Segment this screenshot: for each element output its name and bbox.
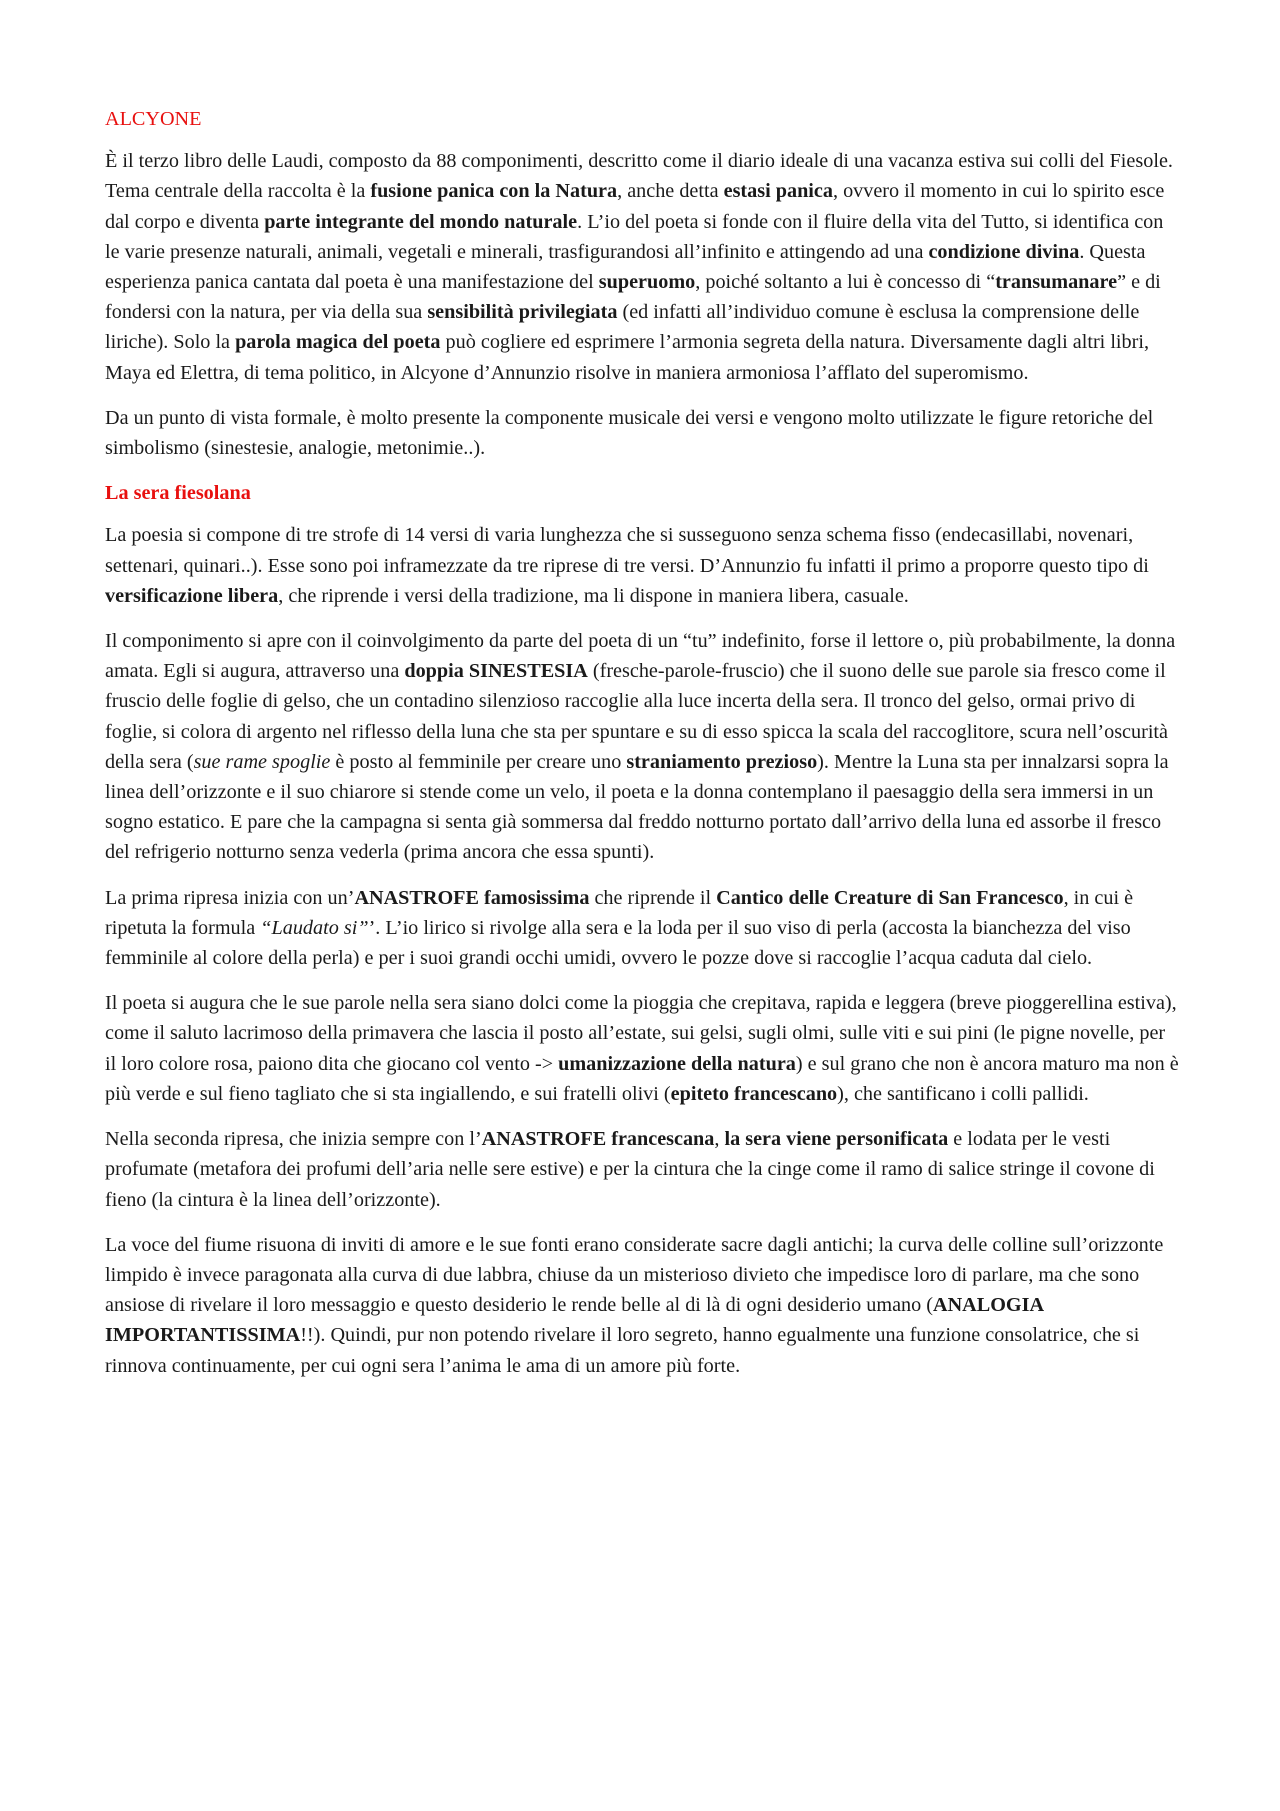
bold-text: epiteto francescano — [670, 1082, 838, 1105]
body-paragraph — [105, 1124, 1180, 1215]
body-paragraph — [105, 146, 1180, 388]
text-run: ) e sul grano che non è ancora maturo ma non è più verde e sul fieno tagliato che si sta ingiallendo, e sui fratelli olivi ( — [105, 1052, 1179, 1105]
bold-text: parte integrante del mondo naturale — [264, 210, 578, 233]
italic-text: sue rame spoglie — [193, 750, 331, 773]
text-run: ), che santificano i colli pallidi. — [837, 1082, 1089, 1105]
bold-text: ANASTROFE famosissima — [354, 886, 590, 909]
section-heading: ALCYONE — [105, 108, 202, 130]
text-run: , ovvero il momento in cui lo spirito esce dal corpo e diventa — [105, 180, 1165, 233]
text-run: !!). Quindi, pur non potendo rivelare il loro segreto, hanno egualmente una funzione consolatrice, che si rinnova continuamente, per cui ogni sera l’anima le ama di un amore più forte. — [105, 1324, 1140, 1377]
bold-text: transumanare — [995, 271, 1118, 294]
text-run: è posto al femminile per creare uno — [330, 750, 627, 773]
text-run: , — [714, 1128, 725, 1151]
text-run: che riprende il — [589, 886, 717, 909]
text-run: Da un punto di vista formale, è molto presente la componente musicale dei versi e vengono molto utilizzate le figure retoriche del simbolismo (sinestesie, analogie, metonimie..). — [105, 406, 1154, 460]
body-paragraph — [105, 883, 1180, 974]
text-run: . L’io del poeta si fonde con il fluire della vita del Tutto, si identifica con le varie presenze naturali, animali, vegetali e minerali, trasfigurandosi all’infinito e attingendo ad una — [105, 210, 1164, 263]
bold-text: parola magica del poeta — [235, 331, 441, 354]
text-run: e lodata per le vesti profumate (metafora dei profumi dell’aria nelle sere estive) e per la cintura che la cinge come il ramo di salice stringe il covone di fieno (la cintura è la linea dell’orizzonte). — [105, 1128, 1155, 1211]
text-run: ). Mentre la Luna sta per innalzarsi sopra la linea dell’orizzonte e il suo chiarore si stende come un velo, il poeta e la donna contemplano il paesaggio della sera immersi in un sogno estatico. E pare che la campagna si senta già sommersa dal freddo notturno portato dall’arrivo della luna ed assorbe il fresco del refrigerio notturno senza vederla (prima ancora che essa spunti). — [105, 750, 1169, 864]
body-paragraph — [105, 403, 1180, 463]
text-run: È il terzo libro delle Laudi, composto da 88 componimenti, descritto come il diario ideale di una vacanza estiva sui colli del Fiesole. Tema centrale della raccolta è la — [105, 150, 1173, 203]
bold-text: versificazione libera — [105, 584, 279, 607]
text-run: (ed infatti all’individuo comune è esclusa la comprensione delle liriche). Solo la — [105, 301, 1140, 354]
text-run: (fresche-parole-fruscio) che il suono delle sue parole sia fresco come il fruscio delle foglie di gelso, che un contadino silenzioso raccoglie alla luce incerta della sera. Il tronco del gelso, ormai privo di foglie, si colora di argento nel riflesso della luna che sta per spuntare e su di esso spicca la scala del raccoglitore, scura nell’oscurità della sera ( — [105, 660, 1168, 773]
bold-text: condizione divina — [928, 240, 1080, 263]
text-run: La poesia si compone di tre strofe di 14 versi di varia lunghezza che si susseguono senza schema fisso (endecasillabi, novenari, settenari, quinari..). Esse sono poi inframezzate da tre riprese di tre versi. D’Annunzio fu infatti il primo a proporre questo tipo di — [105, 524, 1149, 577]
body-paragraph — [105, 626, 1180, 868]
bold-text: Cantico delle Creature di San Francesco — [716, 886, 1064, 909]
text-run: La prima ripresa inizia con un’ — [105, 886, 355, 909]
text-run: , anche detta — [617, 180, 724, 203]
bold-text: ANASTROFE francescana — [481, 1128, 715, 1151]
body-paragraph — [105, 520, 1180, 611]
bold-text: straniamento prezioso — [626, 750, 818, 773]
bold-text: sensibilità privilegiata — [427, 301, 618, 324]
text-run: ” e di fondersi con la natura, per via della sua — [105, 271, 1161, 324]
text-run: . Questa esperienza panica cantata dal poeta è una manifestazione del — [105, 240, 1146, 294]
bold-text: umanizzazione della natura — [558, 1052, 796, 1075]
italic-text: “Laudato si” — [260, 916, 369, 939]
text-run: , che riprende i versi della tradizione, ma li dispone in maniera libera, casuale. — [278, 584, 909, 607]
section-heading: La sera fiesolana — [105, 482, 251, 505]
text-run: Il componimento si apre con il coinvolgimento da parte del poeta di un “tu” indefinito, forse il lettore o, più probabilmente, la donna amata. Egli si augura, attraverso una — [105, 630, 1176, 683]
text-run: , poiché soltanto a lui è concesso di “ — [695, 271, 996, 294]
bold-text: estasi panica — [723, 180, 833, 203]
bold-text: la sera viene personificata — [724, 1128, 949, 1151]
text-run: , in cui è ripetuta la formula — [105, 886, 1134, 939]
body-paragraph — [105, 1230, 1180, 1381]
text-run: Il poeta si augura che le sue parole nella sera siano dolci come la pioggia che crepitava, rapida e leggera (breve pioggerellina estiva), come il saluto lacrimoso della primavera che lascia il posto all’estate, sui gelsi, sugli olmi, sulle viti e sui pini (le pigne novelle, per il loro colore rosa, paiono dita che giocano col vento -> — [105, 992, 1177, 1075]
text-run: può cogliere ed esprimere l’armonia segreta della natura. Diversamente dagli altri libri, Maya ed Elettra, di tema politico, in Alcyone d’Annunzio risolve in maniera armoniosa l’afflato del superomismo. — [105, 331, 1150, 384]
text-run: Nella seconda ripresa, che inizia sempre con l’ — [105, 1128, 482, 1151]
bold-text: doppia SINESTESIA — [404, 660, 588, 683]
bold-text: superuomo — [598, 271, 696, 294]
text-run: ’. L’io lirico si rivolge alla sera e la loda per il suo viso di perla (accosta la bianchezza del viso femminile al colore della perla) e per i suoi grandi occhi umidi, ovvero le pozze dove si raccoglie l’acqua caduta dal cielo. — [105, 916, 1131, 970]
document-page — [105, 104, 1180, 1396]
bold-text: ANALOGIA IMPORTANTISSIMA — [105, 1294, 1043, 1347]
body-paragraph — [105, 988, 1180, 1109]
text-run: La voce del fiume risuona di inviti di amore e le sue fonti erano considerate sacre dagli antichi; la curva delle colline sull’orizzonte limpido è invece paragonata alla curva di due labbra, chiuse da un misterioso divieto che impedisce loro di parlare, ma che sono ansiose di rivelare il loro messaggio e questo desiderio le rende belle al di là di ogni desiderio umano ( — [105, 1233, 1164, 1317]
bold-text: fusione panica con la Natura — [370, 180, 618, 203]
